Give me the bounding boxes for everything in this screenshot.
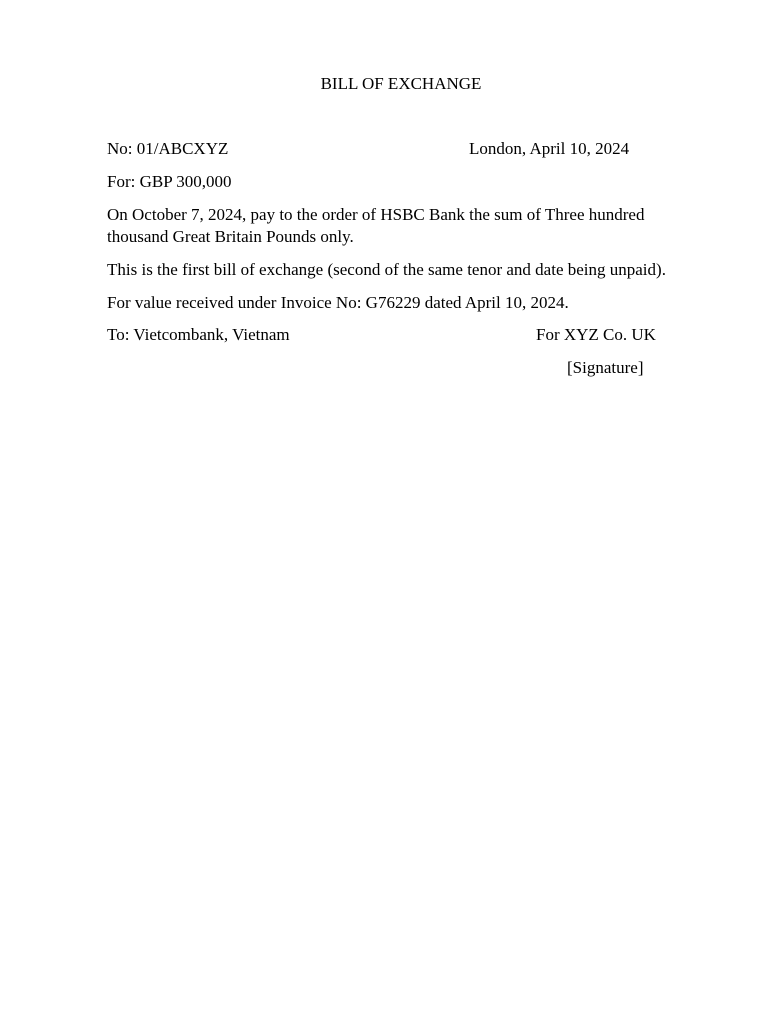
- bill-amount: For: GBP 300,000: [107, 172, 232, 191]
- value-received-note: For value received under Invoice No: G76229 dated April 10, 2024.: [107, 293, 569, 312]
- signature-placeholder: [Signature]: [567, 358, 644, 377]
- bill-number: No: 01/ABCXYZ: [107, 139, 229, 158]
- payment-instruction-line-2: thousand Great Britain Pounds only.: [107, 227, 354, 246]
- document-title: BILL OF EXCHANGE: [320, 74, 482, 93]
- place-and-date: London, April 10, 2024: [469, 139, 630, 158]
- bill-copy-note: This is the first bill of exchange (second of the same tenor and date being unpaid).: [107, 260, 666, 279]
- drawer: For XYZ Co. UK: [536, 325, 656, 344]
- payment-instruction-line-1: On October 7, 2024, pay to the order of HSBC Bank the sum of Three hundred: [107, 205, 645, 224]
- drawee: To: Vietcombank, Vietnam: [107, 325, 290, 344]
